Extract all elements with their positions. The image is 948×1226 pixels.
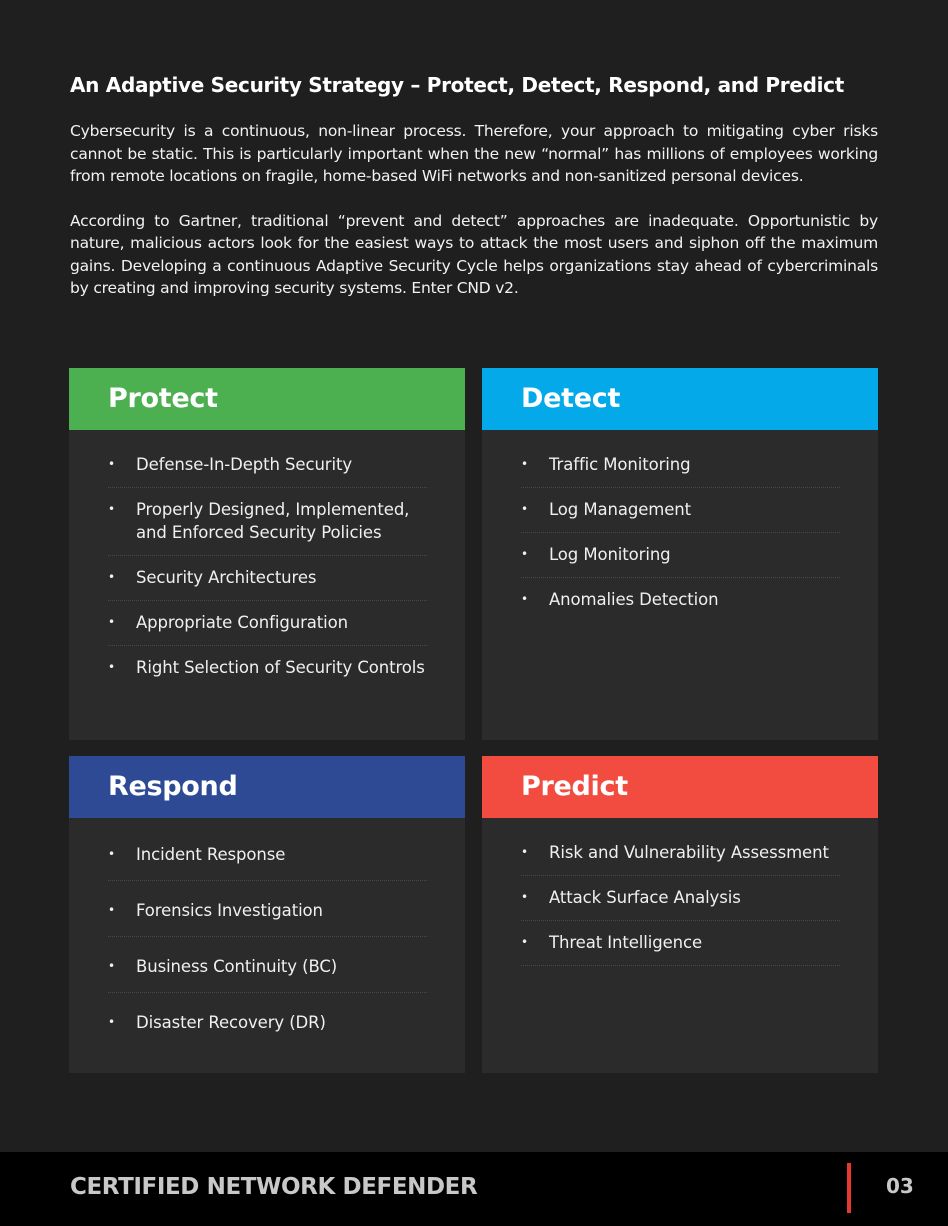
intro-paragraph-2: According to Gartner, traditional “prevent and detect” approaches are inadequate. Opportunistic by nature, malicious actors look for the easiest ways to attack the most users and siphon off the maximum gains. Developing a continuous Adaptive Security Cycle helps organizations stay ahead of cybercriminals by creating and improving security systems. Enter CND v2. bbox=[70, 211, 878, 297]
list-item: • Log Management bbox=[521, 488, 840, 533]
bullet-icon: • bbox=[108, 570, 115, 584]
list-item: • Threat Intelligence bbox=[521, 921, 840, 966]
protect-card bbox=[69, 368, 465, 740]
bullet-icon: • bbox=[521, 890, 528, 904]
list-item: • Appropriate Configuration bbox=[108, 601, 427, 646]
list-item: • Security Architectures bbox=[108, 556, 427, 601]
detect-card bbox=[482, 368, 878, 740]
list-item: • Risk and Vulnerability Assessment bbox=[521, 831, 840, 876]
list-item: • Incident Response bbox=[108, 831, 427, 881]
footer-divider bbox=[847, 1163, 851, 1213]
detect-list bbox=[482, 430, 878, 622]
list-item: • Forensics Investigation bbox=[108, 881, 427, 937]
intro-paragraph-1: Cybersecurity is a continuous, non-linear process. Therefore, your approach to mitigating cyber risks cannot be static. This is particularly important when the new “normal” has millions of employees working from remote locations on fragile, home-based WiFi networks and non-sanitized personal devices. bbox=[70, 122, 878, 185]
respond-card-header: Respond bbox=[69, 756, 465, 818]
bullet-icon: • bbox=[521, 592, 528, 606]
bullet-icon: • bbox=[108, 615, 115, 629]
bullet-icon: • bbox=[521, 935, 528, 949]
list-item: • Properly Designed, Implemented, and Enforced Security Policies bbox=[108, 488, 427, 556]
list-item: • Anomalies Detection bbox=[521, 590, 719, 609]
predict-card bbox=[482, 756, 878, 1073]
list-item: • Disaster Recovery (DR) bbox=[108, 1013, 326, 1032]
list-item: • Right Selection of Security Controls bbox=[108, 658, 425, 677]
respond-card bbox=[69, 756, 465, 1073]
bullet-icon: • bbox=[108, 903, 115, 917]
predict-list bbox=[482, 818, 878, 966]
protect-list bbox=[69, 430, 465, 690]
page-number: 03 bbox=[886, 1174, 914, 1198]
list-item: • Traffic Monitoring bbox=[521, 443, 840, 488]
bullet-icon: • bbox=[108, 959, 115, 973]
intro-section bbox=[70, 70, 878, 300]
page-heading: An Adaptive Security Strategy – Protect, Detect, Respond, and Predict bbox=[70, 73, 844, 97]
respond-list bbox=[69, 818, 465, 1048]
predict-card-header: Predict bbox=[482, 756, 878, 818]
detect-card-header: Detect bbox=[482, 368, 878, 430]
protect-card-header: Protect bbox=[69, 368, 465, 430]
list-item: • Attack Surface Analysis bbox=[521, 876, 840, 921]
bullet-icon: • bbox=[108, 457, 115, 471]
bullet-icon: • bbox=[521, 457, 528, 471]
bullet-icon: • bbox=[521, 547, 528, 561]
bullet-icon: • bbox=[108, 660, 115, 674]
list-item: • Business Continuity (BC) bbox=[108, 937, 427, 993]
bullet-icon: • bbox=[521, 502, 528, 516]
list-item: • Defense-In-Depth Security bbox=[108, 443, 427, 488]
list-item: • Log Monitoring bbox=[521, 533, 840, 578]
bullet-icon: • bbox=[108, 1015, 115, 1029]
bullet-icon: • bbox=[521, 845, 528, 859]
bullet-icon: • bbox=[108, 847, 115, 861]
page-footer bbox=[0, 1152, 948, 1226]
bullet-icon: • bbox=[108, 502, 115, 516]
footer-title: CERTIFIED NETWORK DEFENDER bbox=[70, 1174, 478, 1200]
